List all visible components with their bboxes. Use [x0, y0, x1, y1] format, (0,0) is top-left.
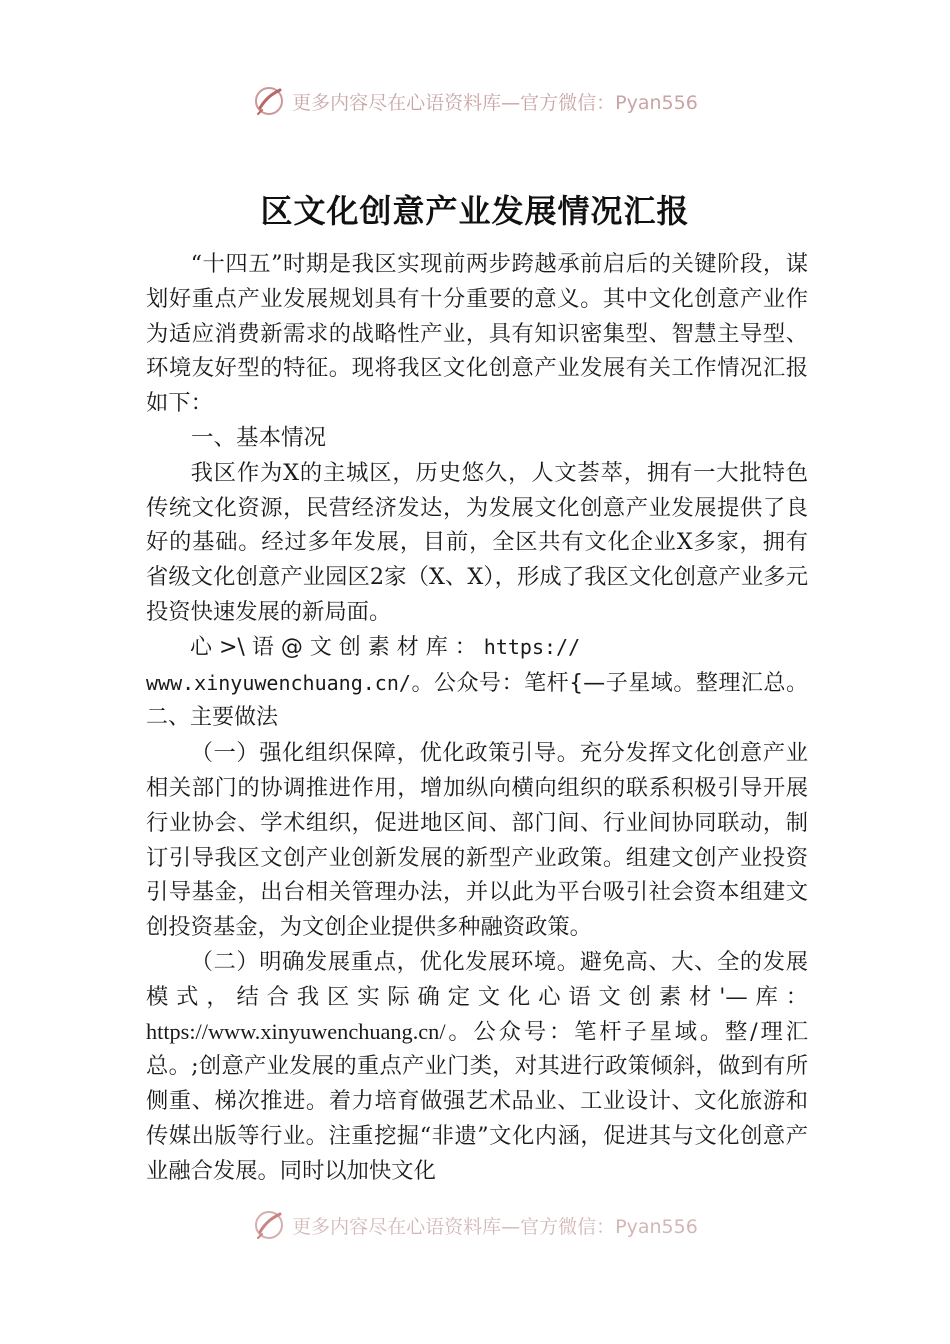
inserted-source-paragraph	[146, 630, 808, 736]
section-heading-basic: 一、基本情况	[191, 424, 327, 451]
measure-1-paragraph: （一）强化组织保障，优化政策引导。充分发挥文化创意产业相关部门的协调推进作用，增加纵向横向组织的联系积极引导开展行业协会、学术组织，促进地区间、部门间、行业间协同联动，制订引导我区文创产业创新发展的新型产业政策。组建文创产业投资引导基金，出台相关管理办法，并以此为平台吸引社会资本组建文创投资基金，为文创企业提供多种融资政策。	[146, 740, 808, 941]
header-watermark	[0, 84, 950, 118]
watermark-text: 更多内容尽在心语资料库—官方微信：Pyan556	[292, 1215, 698, 1238]
brush-logo-icon	[252, 1208, 286, 1242]
intro-paragraph: “十四五”时期是我区实现前两步跨越承前启后的关键阶段，谋划好重点产业发展规划具有十分重要的意义。其中文化创意产业作为适应消费新需求的战略性产业，具有知识密集型、智慧主导型、环境友好型的特征。现将我区文化创意产业发展有关工作情况汇报如下：	[146, 251, 808, 417]
basic-situation-paragraph: 我区作为X的主城区，历史悠久，人文荟萃，拥有一大批特色传统文化资源，民营经济发达，为发展文化创意产业发展提供了良好的基础。经过多年发展，目前，全区共有文化企业X多家，拥有省级文化创意产业园区2家（X、X），形成了我区文化创意产业多元投资快速发展的新局面。	[146, 459, 808, 625]
document-body	[146, 247, 808, 1189]
measure-2-start: （二）明确发展重点，优化发展环境。避免高、大、全的发展模式，结合我区实际确定文化心语文创素材'—库：	[146, 948, 808, 1010]
inserted-url-prefix: https://	[483, 634, 581, 659]
inserted-source-label: 心 >\ 语 @ 文 创 素 材 库 ：	[190, 634, 477, 660]
document-title: 区文化创意产业发展情况汇报	[260, 192, 690, 230]
inserted-url-domain: www.xinyuwenchuang.cn/	[146, 670, 411, 695]
inserted-source-rest: 。公众号：笔杆{—子星域。整理汇总。二、主要做法	[146, 670, 808, 731]
watermark-text: 更多内容尽在心语资料库—官方微信：Pyan556	[292, 91, 698, 114]
measure-2-url: https://www.xinyuwenchuang.cn/	[146, 1018, 446, 1044]
measure-2-paragraph	[146, 945, 808, 1189]
footer-watermark	[0, 1208, 950, 1242]
measure-2-rest: 。公众号：笔杆子星域。整/理汇总。;创意产业发展的重点产业门类，对其进行政策倾斜，做到有所侧重、梯次推进。着力培育做强艺术品业、工业设计、文化旅游和传媒出版等行业。注重挖掘“非遗”文化内涵，促进其与文化创意产业融合发展。同时以加快文化	[146, 1018, 808, 1184]
brush-logo-icon	[252, 84, 286, 118]
